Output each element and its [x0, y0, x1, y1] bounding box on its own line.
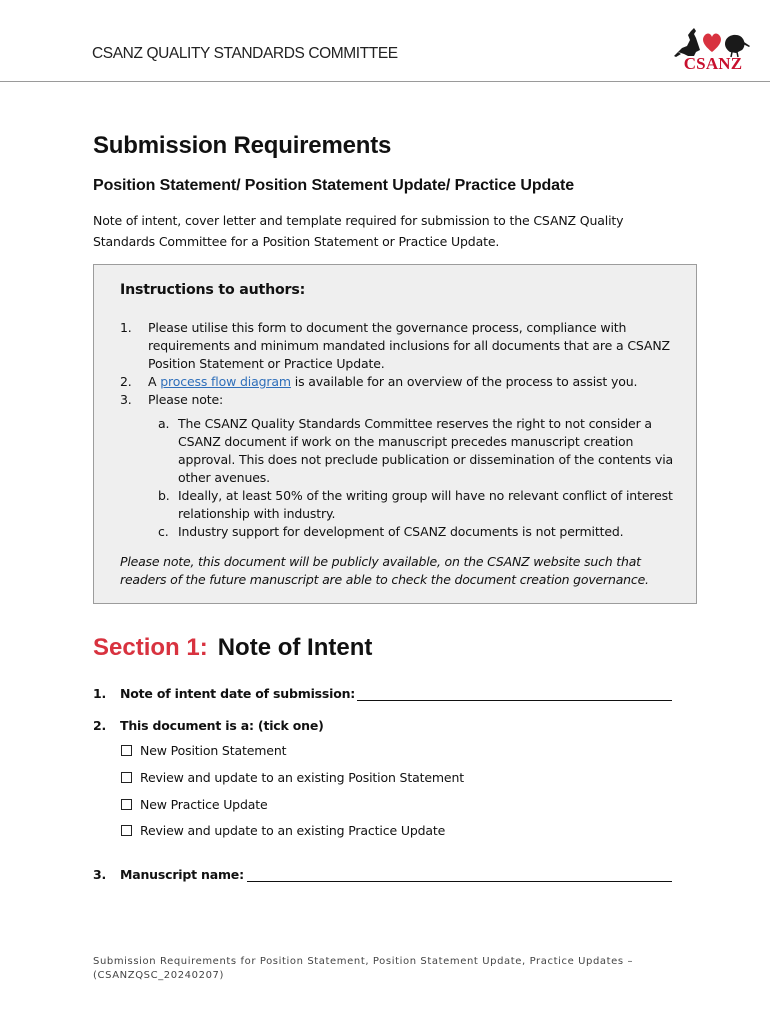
question-number: 3.	[93, 867, 107, 882]
option-label: New Position Statement	[140, 743, 287, 758]
option-label: Review and update to an existing Practice Update	[140, 823, 446, 838]
question-text: Note of intent date of submission:	[120, 686, 356, 701]
subitem-text: Ideally, at least 50% of the writing group will have no relevant conflict of interest relationship with industry.	[178, 488, 673, 521]
instruction-number: 3.	[120, 392, 132, 407]
checkbox-icon[interactable]	[121, 825, 132, 836]
submission-date-field[interactable]	[357, 700, 672, 701]
section-label: Section 1:	[93, 634, 208, 661]
intro-paragraph: Note of intent, cover letter and template required for submission to the CSANZ Quality Standards Committee for a Position Statement or Practice Update.	[93, 213, 624, 249]
process-flow-diagram-link[interactable]: process flow diagram	[160, 374, 291, 389]
subitem-text: The CSANZ Quality Standards Committee reserves the right to not consider a CSANZ document if work on the manuscript precedes manuscript creation approval. This does not preclude publication or dissemination of the contents via other avenues.	[178, 416, 674, 485]
instruction-text: Please utilise this form to document the governance process, compliance with requirements and minimum mandated inclusions for all documents that are a CSANZ Position Statement or Practice Update.	[148, 320, 670, 371]
section-name: Note of Intent	[217, 634, 373, 661]
logo-text: CSANZ	[683, 54, 743, 73]
checkbox-icon[interactable]	[121, 772, 132, 783]
subitem-text: Industry support for development of CSANZ documents is not permitted.	[178, 524, 624, 539]
instruction-number: 2.	[120, 374, 132, 389]
question-text: Manuscript name:	[120, 867, 244, 882]
option-label: Review and update to an existing Position Statement	[140, 770, 464, 785]
question-number: 2.	[93, 718, 107, 733]
footer-line-1: Submission Requirements for Position Statement, Position Statement Update, Practice Updates –	[93, 956, 634, 967]
subitem-letter: a.	[158, 416, 170, 431]
footer-line-2: (CSANZQSC_20240207)	[93, 970, 224, 981]
page-footer	[93, 955, 653, 983]
subitem-letter: b.	[158, 488, 170, 503]
instructions-title: Instructions to authors:	[120, 282, 306, 298]
section-heading	[93, 634, 372, 662]
instruction-prefix: A	[148, 374, 161, 389]
instruction-number: 1.	[120, 320, 132, 335]
instructions-box	[93, 264, 697, 604]
question-number: 1.	[93, 686, 107, 701]
page-subtitle: Position Statement/ Position Statement Update/ Practice Update	[93, 177, 575, 194]
page-title: Submission Requirements	[93, 132, 392, 159]
option-review-position-statement[interactable]	[121, 770, 464, 785]
option-new-position-statement[interactable]	[121, 743, 286, 758]
option-new-practice-update[interactable]	[121, 797, 268, 812]
checkbox-icon[interactable]	[121, 799, 132, 810]
checkbox-icon[interactable]	[121, 745, 132, 756]
subitem-letter: c.	[158, 524, 169, 539]
option-label: New Practice Update	[140, 797, 268, 812]
instruction-text	[148, 373, 688, 391]
instruction-text: Please note:	[148, 392, 224, 407]
public-availability-note: Please note, this document will be publicly available, on the CSANZ website such that readers of the future manuscript are able to check the document creation governance.	[120, 554, 649, 587]
option-review-practice-update[interactable]	[121, 823, 445, 838]
header-committee-name: CSANZ QUALITY STANDARDS COMMITTEE	[92, 45, 398, 62]
manuscript-name-field[interactable]	[247, 881, 672, 882]
instruction-suffix: is available for an overview of the process to assist you.	[290, 374, 638, 389]
question-text: This document is a: (tick one)	[120, 718, 324, 733]
header-divider	[0, 81, 770, 82]
